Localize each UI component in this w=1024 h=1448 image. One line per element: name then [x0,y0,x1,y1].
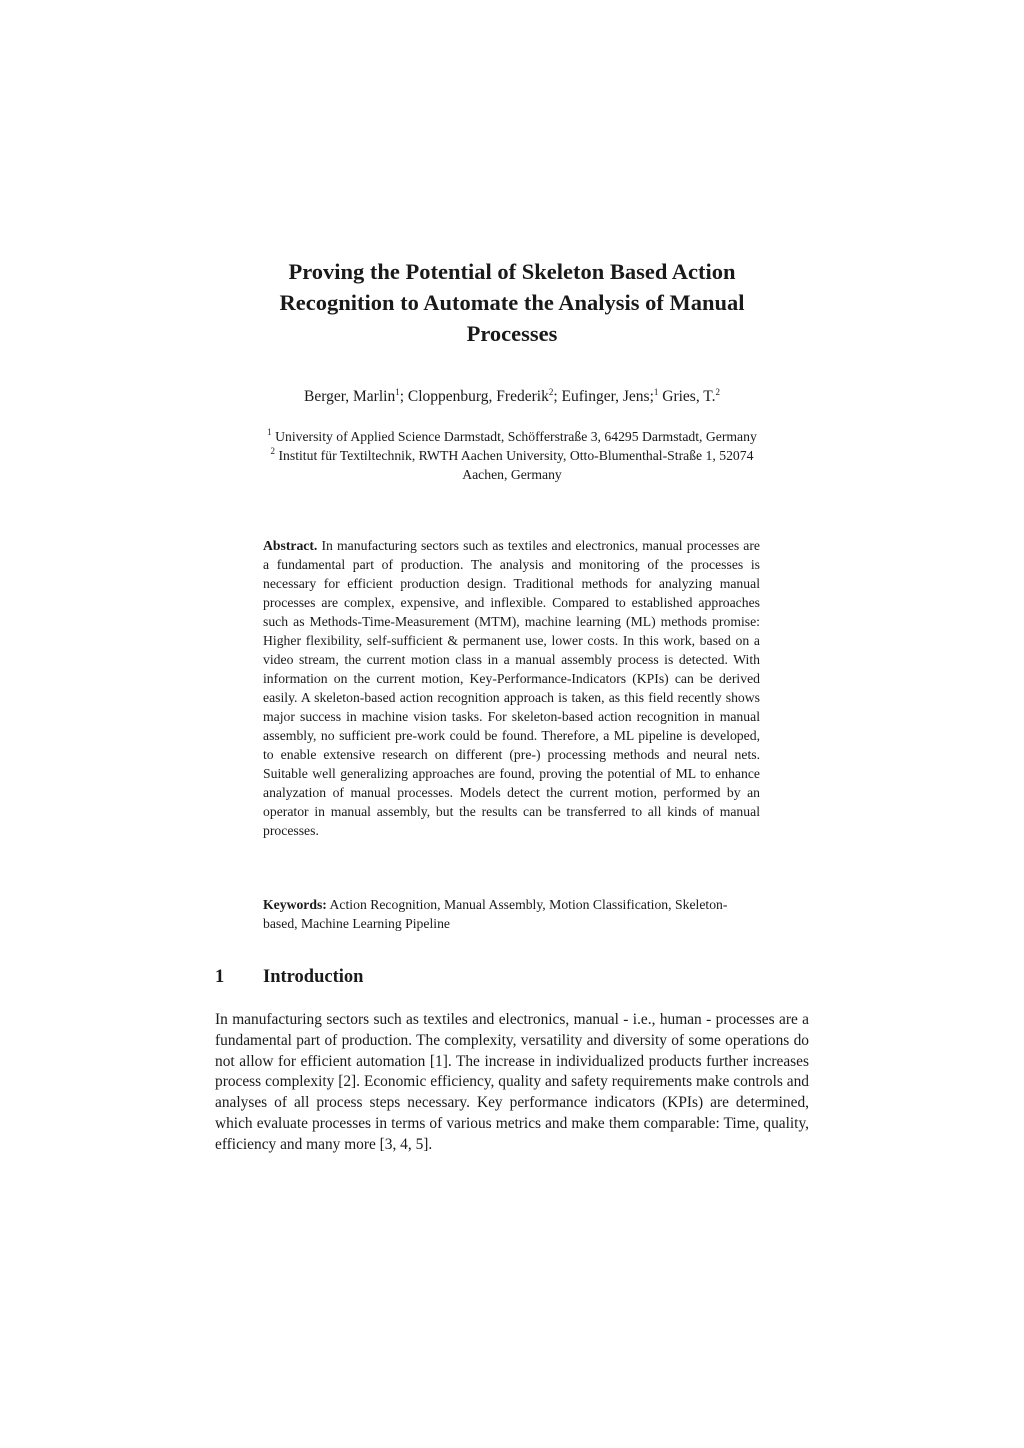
author-separator: ; [553,388,562,405]
abstract-label: Abstract. [263,538,318,553]
author-name: Berger, Marlin [304,388,396,405]
author-separator: ; [399,388,408,405]
author-affiliation-mark: 1 [395,387,400,397]
affiliation-list [200,427,824,484]
title-line: Proving the Potential of Skeleton Based Action [288,259,736,284]
section-number: 1 [215,967,225,987]
title-line: Processes [466,321,558,346]
section-heading [215,964,815,990]
author-list [140,386,884,408]
paper-title [212,256,812,349]
affiliation-mark: 2 [270,446,276,456]
keywords [263,895,760,933]
keywords-label: Keywords: [263,897,327,912]
affiliation-mark: 1 [267,427,272,437]
abstract [263,536,760,840]
affiliation-text: Aachen, Germany [462,467,562,482]
author-name: Gries, T. [662,388,716,405]
section-title: Introduction [263,967,364,987]
author-name: Eufinger, Jens; [561,388,654,405]
affiliation-line [200,427,824,446]
affiliation-text: University of Applied Science Darmstadt, Schöfferstraße 3, 64295 Darmstadt, Germany [275,429,757,444]
title-line: Recognition to Automate the Analysis of Manual [279,290,745,315]
affiliation-text: Institut für Textiltechnik, RWTH Aachen University, Otto-Blumenthal-Straße 1, 52074 [278,448,754,463]
author-name: Cloppenburg, Frederik [407,388,549,405]
affiliation-line [200,465,824,484]
abstract-text: In manufacturing sectors such as textiles and electronics, manual processes are a fundamental part of production. The analysis and monitoring of the processes is necessary for efficient production design. Traditional methods for analyzing manual processes are complex, expensive, and inflexible. Compared to established approaches such as Methods-Time-Measurement (MTM), machine learning (ML) methods promise: Higher flexibility, self-sufficient & permanent use, lower costs. In this work, based on a video stream, the current motion class in a manual assembly process is detected. With information on the current motion, Key-Performance-Indicators (KPIs) can be derived easily. A skeleton-based action recognition approach is taken, as this field recently shows major success in machine vision tasks. For skeleton-based action recognition in manual assembly, no sufficient pre-work could be found. Therefore, a ML pipeline is developed, to enable extensive research on different (pre-) processing methods and neural nets. Suitable well generalizing approaches are found, proving the potential of ML to enhance analyzation of manual processes. Models detect the current motion, performed by an operator in manual assembly, but the results can be transferred to all kinds of manual processes. [263,538,760,838]
author-affiliation-mark: 2 [548,387,554,397]
author-affiliation-mark: 2 [715,387,720,397]
keywords-text: Action Recognition, Manual Assembly, Motion Classification, Skeleton-based, Machine Learning Pipeline [263,897,728,931]
author-affiliation-mark: 1 [653,387,659,397]
affiliation-line [200,446,824,465]
introduction-paragraph: In manufacturing sectors such as textiles and electronics, manual - i.e., human - processes are a fundamental part of production. The complexity, versatility and diversity of some operations do not allow for efficient automation [1]. The increase in individualized products further increases process complexity [2]. Economic efficiency, quality and safety requirements make controls and analyses of all process steps necessary. Key performance indicators (KPIs) are determined, which evaluate processes in terms of various metrics and make them comparable: Time, quality, efficiency and many more [3, 4, 5]. [215,1011,809,1153]
